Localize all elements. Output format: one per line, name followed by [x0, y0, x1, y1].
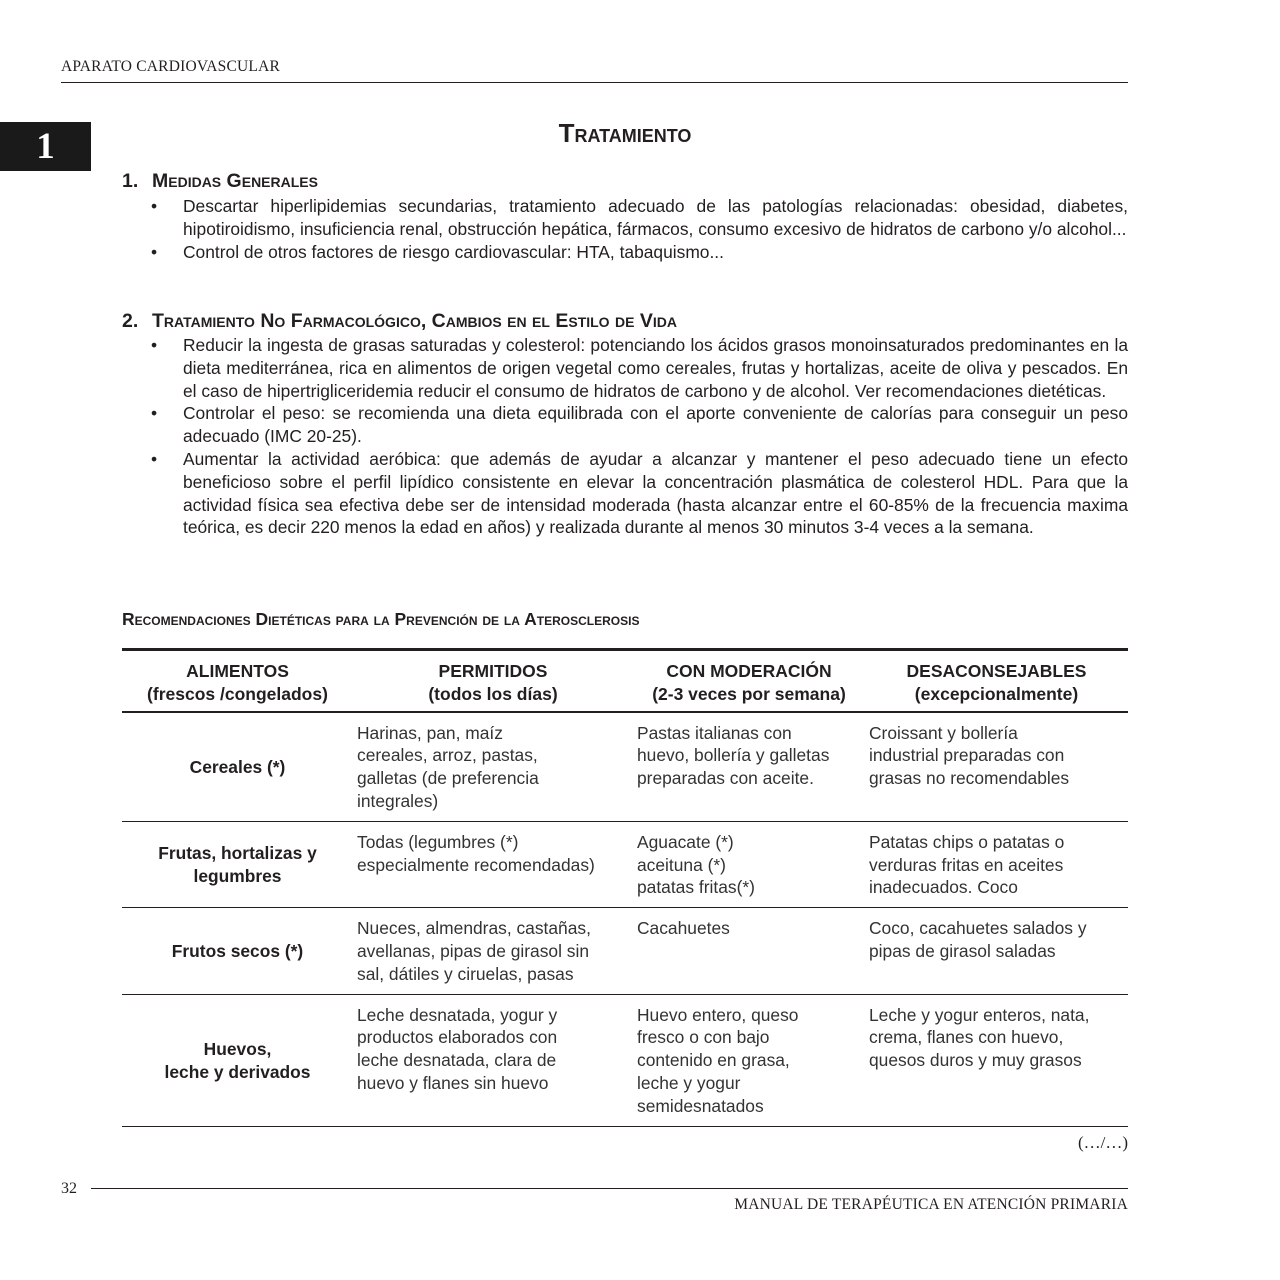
- section-2-bullet-list: [122, 334, 1128, 539]
- page-title: Tratamiento: [558, 118, 692, 148]
- list-item: [122, 334, 1128, 402]
- list-item-text: Descartar hiperlipidemias secundarias, tratamiento adecuado de las patologías relacionadas: obesidad, diabetes, hipotiroidismo, insuficiencia renal, obstrucción hepática, fármacos, consumo excesivo de hidratos de carbono y/o alcohol...: [183, 196, 1128, 239]
- permitted-cell: Todas (legumbres (*) especialmente recomendadas): [353, 821, 633, 907]
- section-heading-2: [122, 310, 677, 333]
- list-item: [122, 195, 1128, 241]
- column-header-discouraged: DESACONSEJABLES (excepcionalmente): [865, 650, 1128, 712]
- permitted-cell: Nueces, almendras, castañas, avellanas, pipas de girasol sin sal, dátiles y ciruelas, pasas: [353, 908, 633, 994]
- column-header-moderation: CON MODERACIÓN (2-3 veces por semana): [633, 650, 865, 712]
- discouraged-cell: Coco, cacahuetes salados y pipas de girasol saladas: [865, 908, 1128, 994]
- column-header-foods: ALIMENTOS (frescos /congelados): [122, 650, 353, 712]
- list-item-text: Aumentar la actividad aeróbica: que además de ayudar a alcanzar y mantener el peso adecuado tiene un efecto beneficioso sobre el perfil lipídico consistente en elevar la concentración plasmática de colesterol HDL. Para que la actividad física sea efectiva debe ser de intensidad moderada (hasta alcanzar entre el 60-85% de la frecuencia maxima teórica, es decir 220 menos la edad en años) y realizada durante al menos 30 minutos 3-4 veces a la semana.: [183, 448, 1128, 538]
- permitted-cell: Harinas, pan, maíz cereales, arroz, pastas, galletas (de preferencia integrales): [353, 712, 633, 822]
- food-cell: Huevos, leche y derivados: [122, 994, 353, 1126]
- discouraged-cell: Leche y yogur enteros, nata, crema, flanes con huevo, quesos duros y muy grasos: [865, 994, 1128, 1126]
- section-number: 2.: [122, 310, 139, 332]
- bullet-icon: •: [151, 403, 158, 424]
- discouraged-cell: Patatas chips o patatas o verduras fritas en aceites inadecuados. Coco: [865, 821, 1128, 907]
- list-item: [122, 448, 1128, 539]
- list-item: [122, 402, 1128, 448]
- bullet-icon: •: [151, 241, 158, 262]
- table-row: [122, 994, 1128, 1126]
- table-row: [122, 712, 1128, 822]
- chapter-number-tab: 1: [0, 122, 91, 171]
- moderation-cell: Cacahuetes: [633, 908, 865, 994]
- bullet-icon: •: [151, 196, 158, 216]
- footer-book-title: MANUAL DE TERAPÉUTICA EN ATENCIÓN PRIMARIA: [734, 1196, 1128, 1213]
- permitted-cell: Leche desnatada, yogur y productos elaborados con leche desnatada, clara de huevo y flanes sin huevo: [353, 994, 633, 1126]
- header-rule: [61, 82, 1128, 83]
- food-cell: Cereales (*): [122, 712, 353, 822]
- list-item-text: Control de otros factores de riesgo cardiovascular: HTA, tabaquismo...: [183, 241, 724, 262]
- table-title: Recomendaciones Dietéticas para la Prevención de la Aterosclerosis: [122, 609, 640, 629]
- bullet-icon: •: [151, 448, 158, 469]
- page-number: 32: [61, 1180, 77, 1197]
- table-row: [122, 908, 1128, 994]
- table-row: [122, 821, 1128, 907]
- list-item-text: Controlar el peso: se recomienda una dieta equilibrada con el aporte conveniente de calorías para conseguir un peso adecuado (IMC 20-25).: [183, 403, 1128, 447]
- diet-recommendations-table: [122, 648, 1128, 1127]
- moderation-cell: Pastas italianas con huevo, bollería y galletas preparadas con aceite.: [633, 712, 865, 822]
- table-header-row: [122, 650, 1128, 712]
- section-title: Tratamiento No Farmacológico, Cambios en el Estilo de Vida: [152, 310, 677, 332]
- column-header-permitted: PERMITIDOS (todos los días): [353, 650, 633, 712]
- section-1-bullet-list: [122, 195, 1128, 263]
- section-title: Medidas Generales: [152, 170, 318, 192]
- list-item-text: Reducir la ingesta de grasas saturadas y colesterol: potenciando los ácidos grasos monoinsaturados predominantes en la dieta mediterránea, rica en alimentos de origen vegetal como cereales, frutas y hortalizas, aceite de oliva y pescados. En el caso de hipertrigliceridemia reducir el consumo de hidratos de carbono y de alcohol. Ver recomendaciones dietéticas.: [183, 335, 1128, 401]
- moderation-cell: Huevo entero, queso fresco o con bajo contenido en grasa, leche y yogur semidesnatados: [633, 994, 865, 1126]
- food-cell: Frutas, hortalizas y legumbres: [122, 821, 353, 907]
- list-item: [122, 241, 1128, 264]
- continued-marker: (…/…): [1077, 1133, 1128, 1152]
- section-heading-1: [122, 170, 318, 193]
- moderation-cell: Aguacate (*) aceituna (*) patatas fritas(*): [633, 821, 865, 907]
- footer-rule: [91, 1188, 1128, 1189]
- running-header: APARATO CARDIOVASCULAR: [61, 58, 281, 75]
- bullet-icon: •: [151, 335, 158, 355]
- discouraged-cell: Croissant y bollería industrial preparadas con grasas no recomendables: [865, 712, 1128, 822]
- section-number: 1.: [122, 170, 139, 192]
- food-cell: Frutos secos (*): [122, 908, 353, 994]
